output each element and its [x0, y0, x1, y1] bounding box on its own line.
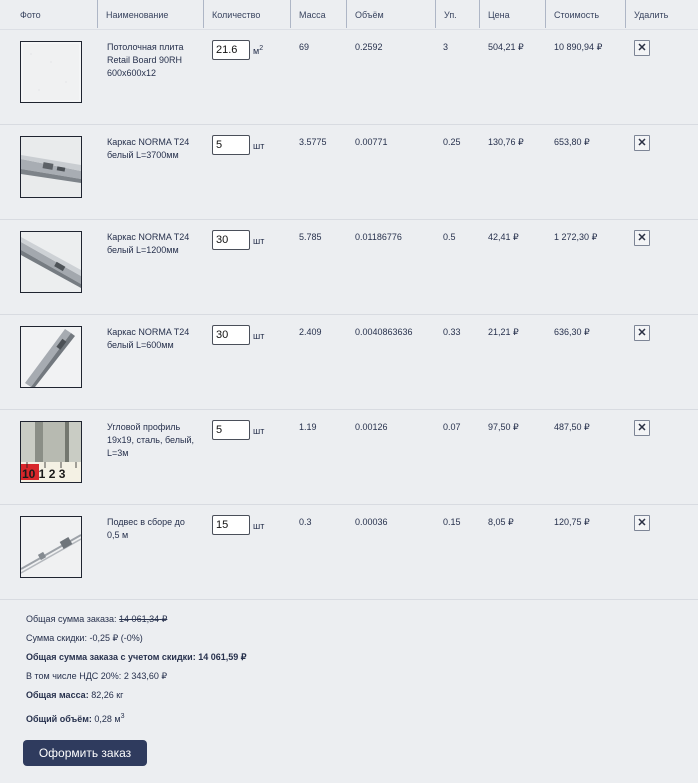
cost-value	[554, 42, 602, 53]
price-value	[488, 517, 514, 528]
volume-value: 0.00126	[355, 422, 388, 432]
price-text: 97,50	[488, 422, 511, 432]
currency-icon: ₽	[584, 327, 590, 337]
table-row	[0, 30, 698, 125]
total-label: Общая сумма заказа:	[26, 614, 117, 624]
mass-line	[26, 690, 426, 709]
product-name: Каркас NORMA T24 белый L=1200мм	[107, 232, 190, 255]
header-cost: Стоимость	[545, 0, 625, 28]
pack-value: 0.07	[443, 422, 461, 432]
total-discounted-line	[26, 652, 426, 671]
ruler-numbers: 10 1 2 3	[22, 467, 66, 481]
total-discounted-label: Общая сумма заказа с учетом скидки:	[26, 652, 196, 662]
currency-icon: ₽	[240, 652, 247, 662]
pack-value: 0.33	[443, 327, 461, 337]
header-name: Наименование	[97, 0, 201, 28]
currency-icon: ₽	[161, 614, 168, 624]
unit-text: шт	[253, 521, 265, 531]
delete-button[interactable]: ✕	[634, 325, 650, 341]
discount-value: -0,25	[89, 633, 110, 643]
quantity-input[interactable]	[212, 230, 250, 250]
delete-button[interactable]: ✕	[634, 230, 650, 246]
volume-value: 0.00771	[355, 137, 388, 147]
currency-icon: ₽	[591, 232, 598, 242]
currency-icon: ₽	[508, 517, 514, 527]
currency-icon: ₽	[596, 42, 603, 52]
unit-label	[253, 45, 263, 56]
quantity-input[interactable]	[212, 135, 250, 155]
delete-button[interactable]: ✕	[634, 135, 650, 151]
total-line	[26, 614, 426, 633]
delete-button[interactable]: ✕	[634, 420, 650, 436]
volume-value: 0.2592	[355, 42, 383, 52]
volume-sup: 3	[120, 713, 125, 720]
header-pack: Уп.	[435, 0, 478, 28]
total-value-text: 14 061,34	[119, 614, 160, 624]
frame-profile-image	[21, 232, 81, 292]
cost-value	[554, 137, 590, 148]
cost-text: 653,80	[554, 137, 582, 147]
cost-value	[554, 327, 590, 338]
order-summary	[26, 614, 426, 732]
table-row	[0, 410, 698, 505]
total-discounted-value: 14 061,59	[198, 652, 239, 662]
quantity-input[interactable]	[212, 40, 250, 60]
price-value	[488, 422, 519, 433]
product-photo[interactable]	[20, 231, 82, 293]
price-text: 42,41	[488, 232, 511, 242]
quantity-input[interactable]	[212, 420, 250, 440]
unit-text: м	[253, 46, 260, 56]
unit-label	[253, 140, 264, 151]
product-name: Каркас NORMA T24 белый L=3700мм	[107, 137, 190, 160]
product-photo[interactable]	[20, 421, 82, 483]
price-value	[488, 327, 519, 338]
checkout-button[interactable]: Оформить заказ	[23, 740, 147, 766]
unit-label	[253, 425, 264, 436]
price-text: 8,05	[488, 517, 506, 527]
price-text: 21,21	[488, 327, 511, 337]
delete-button[interactable]: ✕	[634, 515, 650, 531]
mass-value: 5.785	[299, 232, 322, 242]
volume-line	[26, 713, 426, 732]
delete-button[interactable]: ✕	[634, 40, 650, 56]
mass-value: 2.409	[299, 327, 322, 337]
price-value	[488, 42, 524, 53]
unit-label	[253, 235, 264, 246]
pack-value: 3	[443, 42, 449, 52]
discount-line	[26, 633, 426, 652]
header-delete: Удалить	[625, 0, 698, 28]
discount-percent: (-0%)	[120, 633, 143, 643]
unit-text: шт	[253, 236, 265, 246]
vat-value: 2 343,60	[123, 671, 159, 681]
mass-value: 0.3	[299, 517, 312, 527]
volume-total-value: 0,28 м	[94, 714, 121, 724]
header-price: Цена	[479, 0, 544, 28]
unit-label	[253, 330, 264, 341]
price-text: 504,21	[488, 42, 516, 52]
currency-icon: ₽	[518, 42, 524, 52]
currency-icon: ₽	[161, 671, 168, 681]
pack-value: 0.25	[443, 137, 461, 147]
volume-label: Общий объём:	[26, 714, 92, 724]
unit-text: шт	[253, 141, 265, 151]
table-row	[0, 220, 698, 315]
price-value	[488, 137, 524, 148]
currency-icon: ₽	[518, 137, 524, 147]
mass-value: 69	[299, 42, 310, 52]
header-volume: Объём	[346, 0, 434, 28]
mass-total-value: 82,26 кг	[91, 690, 124, 700]
volume-value: 0.0040863636	[355, 327, 413, 337]
mass-value: 1.19	[299, 422, 317, 432]
currency-icon: ₽	[584, 137, 590, 147]
product-photo[interactable]	[20, 41, 82, 103]
price-text: 130,76	[488, 137, 516, 147]
cost-value	[554, 517, 590, 528]
currency-icon: ₽	[112, 633, 119, 643]
product-name: Потолочная плита Retail Board 90RH 600x600x12	[107, 42, 184, 78]
hanger-image	[21, 517, 81, 577]
cost-text: 10 890,94	[554, 42, 595, 52]
vat-line	[26, 671, 426, 690]
product-photo[interactable]	[20, 516, 82, 578]
corner-profile-image	[21, 422, 81, 482]
unit-text: шт	[253, 331, 265, 341]
mass-label: Общая масса:	[26, 690, 89, 700]
currency-icon: ₽	[513, 327, 519, 337]
table-row	[0, 125, 698, 220]
currency-icon: ₽	[584, 517, 590, 527]
unit-label	[253, 520, 264, 531]
unit-sup: 2	[259, 45, 264, 52]
volume-value: 0.00036	[355, 517, 388, 527]
ceiling-tile-image	[21, 42, 81, 102]
cost-text: 636,30	[554, 327, 582, 337]
frame-profile-image	[21, 327, 81, 387]
currency-icon: ₽	[584, 422, 590, 432]
header-quantity: Количество	[203, 0, 289, 28]
pack-value: 0.5	[443, 232, 456, 242]
cost-value	[554, 422, 590, 433]
product-name: Подвес в сборе до 0,5 м	[107, 517, 185, 540]
frame-profile-image	[21, 137, 81, 197]
vat-label: В том числе НДС 20%:	[26, 671, 122, 681]
currency-icon: ₽	[513, 232, 519, 242]
cost-text: 487,50	[554, 422, 582, 432]
pack-value: 0.15	[443, 517, 461, 527]
quantity-input[interactable]	[212, 325, 250, 345]
header-mass: Масса	[290, 0, 345, 28]
cost-text: 120,75	[554, 517, 582, 527]
product-name: Угловой профиль 19x19, сталь, белый, L=3м	[107, 422, 194, 458]
table-row	[0, 315, 698, 410]
price-value	[488, 232, 519, 243]
unit-text: шт	[253, 426, 265, 436]
table-row	[0, 505, 698, 600]
volume-value: 0.01186776	[355, 232, 402, 242]
cost-text: 1 272,30	[554, 232, 590, 242]
product-photo[interactable]	[20, 136, 82, 198]
product-name: Каркас NORMA T24 белый L=600мм	[107, 327, 190, 350]
currency-icon: ₽	[513, 422, 519, 432]
quantity-input[interactable]	[212, 515, 250, 535]
header-photo: Фото	[20, 10, 41, 20]
total-value	[119, 614, 167, 624]
discount-label: Сумма скидки:	[26, 633, 87, 643]
product-photo[interactable]	[20, 326, 82, 388]
table-header	[0, 0, 698, 30]
cost-value	[554, 232, 597, 243]
mass-value: 3.5775	[299, 137, 327, 147]
